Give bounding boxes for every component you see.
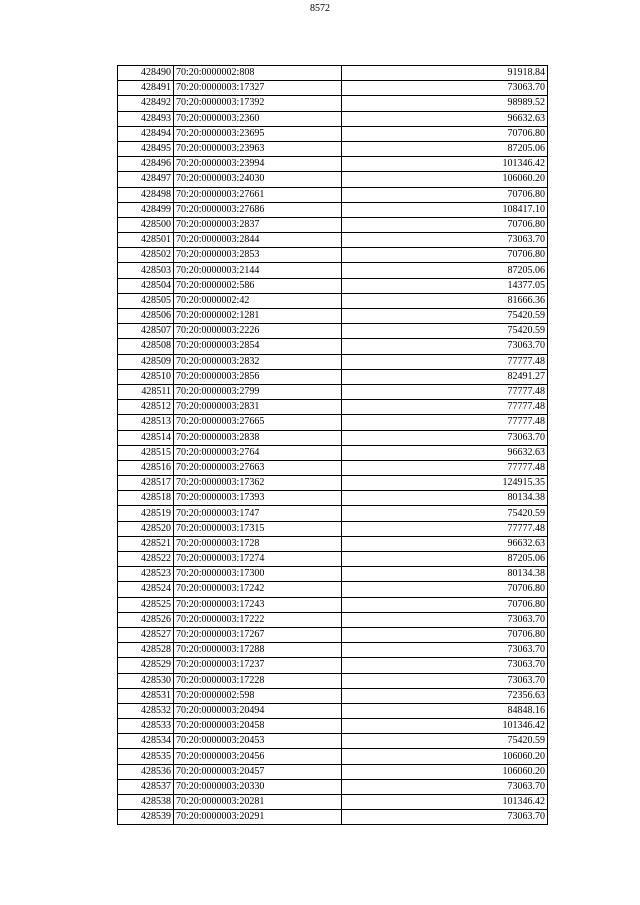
row-number-cell: 428525 — [118, 597, 174, 612]
table-row — [118, 172, 548, 187]
table-row — [118, 141, 548, 156]
table-row — [118, 491, 548, 506]
value-cell: 77777.48 — [342, 354, 548, 369]
value-cell: 70706.80 — [342, 248, 548, 263]
row-number-cell: 428507 — [118, 324, 174, 339]
row-number-cell: 428528 — [118, 643, 174, 658]
cadastral-number-cell: 70:20:0000003:27663 — [174, 460, 342, 475]
value-cell: 73063.70 — [342, 643, 548, 658]
value-cell: 14377.05 — [342, 278, 548, 293]
value-cell: 101346.42 — [342, 157, 548, 172]
value-cell: 70706.80 — [342, 597, 548, 612]
row-number-cell: 428529 — [118, 658, 174, 673]
cadastral-number-cell: 70:20:0000003:20458 — [174, 719, 342, 734]
value-cell: 73063.70 — [342, 673, 548, 688]
cadastral-number-cell: 70:20:0000003:17222 — [174, 612, 342, 627]
cadastral-number-cell: 70:20:0000003:27661 — [174, 187, 342, 202]
table-row — [118, 779, 548, 794]
cadastral-number-cell: 70:20:0000003:1728 — [174, 536, 342, 551]
table-row — [118, 309, 548, 324]
table-row — [118, 567, 548, 582]
value-cell: 77777.48 — [342, 415, 548, 430]
value-cell: 73063.70 — [342, 779, 548, 794]
cadastral-number-cell: 70:20:0000003:17267 — [174, 627, 342, 642]
value-cell: 73063.70 — [342, 339, 548, 354]
row-number-cell: 428517 — [118, 476, 174, 491]
row-number-cell: 428490 — [118, 66, 174, 81]
table-row — [118, 734, 548, 749]
row-number-cell: 428495 — [118, 141, 174, 156]
row-number-cell: 428502 — [118, 248, 174, 263]
row-number-cell: 428533 — [118, 719, 174, 734]
cadastral-number-cell: 70:20:0000003:2837 — [174, 217, 342, 232]
table-row — [118, 521, 548, 536]
table-row — [118, 460, 548, 475]
table-row — [118, 384, 548, 399]
cadastral-number-cell: 70:20:0000003:17392 — [174, 96, 342, 111]
cadastral-number-cell: 70:20:0000002:808 — [174, 66, 342, 81]
cadastral-number-cell: 70:20:0000002:42 — [174, 293, 342, 308]
cadastral-number-cell: 70:20:0000003:1747 — [174, 506, 342, 521]
value-cell: 73063.70 — [342, 81, 548, 96]
value-cell: 77777.48 — [342, 521, 548, 536]
row-number-cell: 428498 — [118, 187, 174, 202]
table-row — [118, 445, 548, 460]
row-number-cell: 428511 — [118, 384, 174, 399]
row-number-cell: 428499 — [118, 202, 174, 217]
row-number-cell: 428508 — [118, 339, 174, 354]
row-number-cell: 428492 — [118, 96, 174, 111]
row-number-cell: 428491 — [118, 81, 174, 96]
row-number-cell: 428501 — [118, 233, 174, 248]
row-number-cell: 428524 — [118, 582, 174, 597]
table-row — [118, 157, 548, 172]
row-number-cell: 428523 — [118, 567, 174, 582]
cadastral-number-cell: 70:20:0000003:2853 — [174, 248, 342, 263]
table-row — [118, 703, 548, 718]
value-cell: 75420.59 — [342, 734, 548, 749]
table-row — [118, 263, 548, 278]
table-row — [118, 278, 548, 293]
value-cell: 73063.70 — [342, 233, 548, 248]
cadastral-number-cell: 70:20:0000002:1281 — [174, 309, 342, 324]
table-row — [118, 612, 548, 627]
table-row — [118, 688, 548, 703]
cadastral-number-cell: 70:20:0000003:17362 — [174, 476, 342, 491]
cadastral-number-cell: 70:20:0000002:586 — [174, 278, 342, 293]
cadastral-number-cell: 70:20:0000003:23695 — [174, 126, 342, 141]
value-cell: 72356.63 — [342, 688, 548, 703]
cadastral-number-cell: 70:20:0000003:2854 — [174, 339, 342, 354]
cadastral-number-cell: 70:20:0000003:2838 — [174, 430, 342, 445]
table-row — [118, 476, 548, 491]
value-cell: 81666.36 — [342, 293, 548, 308]
value-cell: 87205.06 — [342, 552, 548, 567]
table-row — [118, 749, 548, 764]
value-cell: 73063.70 — [342, 810, 548, 825]
value-cell: 70706.80 — [342, 582, 548, 597]
row-number-cell: 428503 — [118, 263, 174, 278]
table-row — [118, 293, 548, 308]
cadastral-number-cell: 70:20:0000003:2360 — [174, 111, 342, 126]
row-number-cell: 428530 — [118, 673, 174, 688]
cadastral-number-cell: 70:20:0000003:20494 — [174, 703, 342, 718]
cadastral-number-cell: 70:20:0000003:2764 — [174, 445, 342, 460]
cadastral-number-cell: 70:20:0000003:24030 — [174, 172, 342, 187]
row-number-cell: 428519 — [118, 506, 174, 521]
row-number-cell: 428509 — [118, 354, 174, 369]
cadastral-number-cell: 70:20:0000003:17237 — [174, 658, 342, 673]
value-cell: 75420.59 — [342, 324, 548, 339]
row-number-cell: 428537 — [118, 779, 174, 794]
cadastral-number-cell: 70:20:0000003:23963 — [174, 141, 342, 156]
cadastral-number-cell: 70:20:0000003:20291 — [174, 810, 342, 825]
table-row — [118, 810, 548, 825]
table-row — [118, 673, 548, 688]
value-cell: 101346.42 — [342, 795, 548, 810]
value-cell: 96632.63 — [342, 445, 548, 460]
cadastral-number-cell: 70:20:0000003:17243 — [174, 597, 342, 612]
table-row — [118, 324, 548, 339]
row-number-cell: 428494 — [118, 126, 174, 141]
table-row — [118, 126, 548, 141]
table-row — [118, 400, 548, 415]
table-row — [118, 658, 548, 673]
cadastral-number-cell: 70:20:0000003:20453 — [174, 734, 342, 749]
cadastral-number-cell: 70:20:0000003:17300 — [174, 567, 342, 582]
table-row — [118, 430, 548, 445]
table-row — [118, 111, 548, 126]
row-number-cell: 428521 — [118, 536, 174, 551]
table-row — [118, 96, 548, 111]
value-cell: 91918.84 — [342, 66, 548, 81]
row-number-cell: 428496 — [118, 157, 174, 172]
value-cell: 77777.48 — [342, 460, 548, 475]
row-number-cell: 428504 — [118, 278, 174, 293]
table-row — [118, 506, 548, 521]
row-number-cell: 428510 — [118, 369, 174, 384]
row-number-cell: 428497 — [118, 172, 174, 187]
value-cell: 77777.48 — [342, 384, 548, 399]
table-row — [118, 627, 548, 642]
row-number-cell: 428534 — [118, 734, 174, 749]
cadastral-number-cell: 70:20:0000003:17288 — [174, 643, 342, 658]
table-row — [118, 248, 548, 263]
value-cell: 87205.06 — [342, 141, 548, 156]
table-body — [118, 66, 548, 825]
value-cell: 80134.38 — [342, 567, 548, 582]
row-number-cell: 428522 — [118, 552, 174, 567]
cadastral-number-cell: 70:20:0000003:23994 — [174, 157, 342, 172]
value-cell: 82491.27 — [342, 369, 548, 384]
cadastral-number-cell: 70:20:0000003:2832 — [174, 354, 342, 369]
value-cell: 101346.42 — [342, 719, 548, 734]
row-number-cell: 428512 — [118, 400, 174, 415]
value-cell: 108417.10 — [342, 202, 548, 217]
table-row — [118, 202, 548, 217]
table-row — [118, 217, 548, 232]
page-number: 8572 — [310, 3, 330, 14]
value-cell: 73063.70 — [342, 612, 548, 627]
row-number-cell: 428516 — [118, 460, 174, 475]
cadastral-number-cell: 70:20:0000002:598 — [174, 688, 342, 703]
row-number-cell: 428539 — [118, 810, 174, 825]
row-number-cell: 428514 — [118, 430, 174, 445]
table-row — [118, 536, 548, 551]
row-number-cell: 428538 — [118, 795, 174, 810]
value-cell: 106060.20 — [342, 749, 548, 764]
cadastral-number-cell: 70:20:0000003:17274 — [174, 552, 342, 567]
value-cell: 70706.80 — [342, 627, 548, 642]
row-number-cell: 428536 — [118, 764, 174, 779]
cadastral-number-cell: 70:20:0000003:27686 — [174, 202, 342, 217]
value-cell: 106060.20 — [342, 764, 548, 779]
cadastral-number-cell: 70:20:0000003:27665 — [174, 415, 342, 430]
cadastral-number-cell: 70:20:0000003:2844 — [174, 233, 342, 248]
row-number-cell: 428493 — [118, 111, 174, 126]
value-cell: 75420.59 — [342, 309, 548, 324]
cadastral-number-cell: 70:20:0000003:17228 — [174, 673, 342, 688]
value-cell: 96632.63 — [342, 111, 548, 126]
table-row — [118, 66, 548, 81]
table-row — [118, 719, 548, 734]
value-cell: 96632.63 — [342, 536, 548, 551]
row-number-cell: 428535 — [118, 749, 174, 764]
cadastral-number-cell: 70:20:0000003:17242 — [174, 582, 342, 597]
value-cell: 70706.80 — [342, 126, 548, 141]
table-row — [118, 415, 548, 430]
value-cell: 75420.59 — [342, 506, 548, 521]
value-cell: 106060.20 — [342, 172, 548, 187]
cadastral-value-table — [117, 65, 548, 825]
table-row — [118, 795, 548, 810]
table-row — [118, 339, 548, 354]
cadastral-number-cell: 70:20:0000003:20330 — [174, 779, 342, 794]
table-row — [118, 552, 548, 567]
row-number-cell: 428500 — [118, 217, 174, 232]
cadastral-number-cell: 70:20:0000003:20457 — [174, 764, 342, 779]
cadastral-number-cell: 70:20:0000003:17315 — [174, 521, 342, 536]
table-row — [118, 369, 548, 384]
row-number-cell: 428527 — [118, 627, 174, 642]
cadastral-number-cell: 70:20:0000003:2799 — [174, 384, 342, 399]
value-cell: 73063.70 — [342, 658, 548, 673]
cadastral-number-cell: 70:20:0000003:17393 — [174, 491, 342, 506]
table-row — [118, 354, 548, 369]
cadastral-number-cell: 70:20:0000003:20281 — [174, 795, 342, 810]
row-number-cell: 428506 — [118, 309, 174, 324]
value-cell: 70706.80 — [342, 217, 548, 232]
row-number-cell: 428515 — [118, 445, 174, 460]
cadastral-number-cell: 70:20:0000003:20456 — [174, 749, 342, 764]
value-cell: 73063.70 — [342, 430, 548, 445]
table-row — [118, 233, 548, 248]
cadastral-number-cell: 70:20:0000003:2856 — [174, 369, 342, 384]
value-cell: 87205.06 — [342, 263, 548, 278]
table-row — [118, 597, 548, 612]
table-row — [118, 643, 548, 658]
cadastral-number-cell: 70:20:0000003:2144 — [174, 263, 342, 278]
row-number-cell: 428518 — [118, 491, 174, 506]
value-cell: 124915.35 — [342, 476, 548, 491]
table-row — [118, 81, 548, 96]
cadastral-number-cell: 70:20:0000003:2226 — [174, 324, 342, 339]
value-cell: 70706.80 — [342, 187, 548, 202]
value-cell: 77777.48 — [342, 400, 548, 415]
value-cell: 80134.38 — [342, 491, 548, 506]
table-row — [118, 187, 548, 202]
table-row — [118, 582, 548, 597]
value-cell: 98989.52 — [342, 96, 548, 111]
row-number-cell: 428520 — [118, 521, 174, 536]
cadastral-number-cell: 70:20:0000003:17327 — [174, 81, 342, 96]
row-number-cell: 428532 — [118, 703, 174, 718]
row-number-cell: 428505 — [118, 293, 174, 308]
table-row — [118, 764, 548, 779]
cadastral-number-cell: 70:20:0000003:2831 — [174, 400, 342, 415]
row-number-cell: 428526 — [118, 612, 174, 627]
row-number-cell: 428531 — [118, 688, 174, 703]
value-cell: 84848.16 — [342, 703, 548, 718]
row-number-cell: 428513 — [118, 415, 174, 430]
